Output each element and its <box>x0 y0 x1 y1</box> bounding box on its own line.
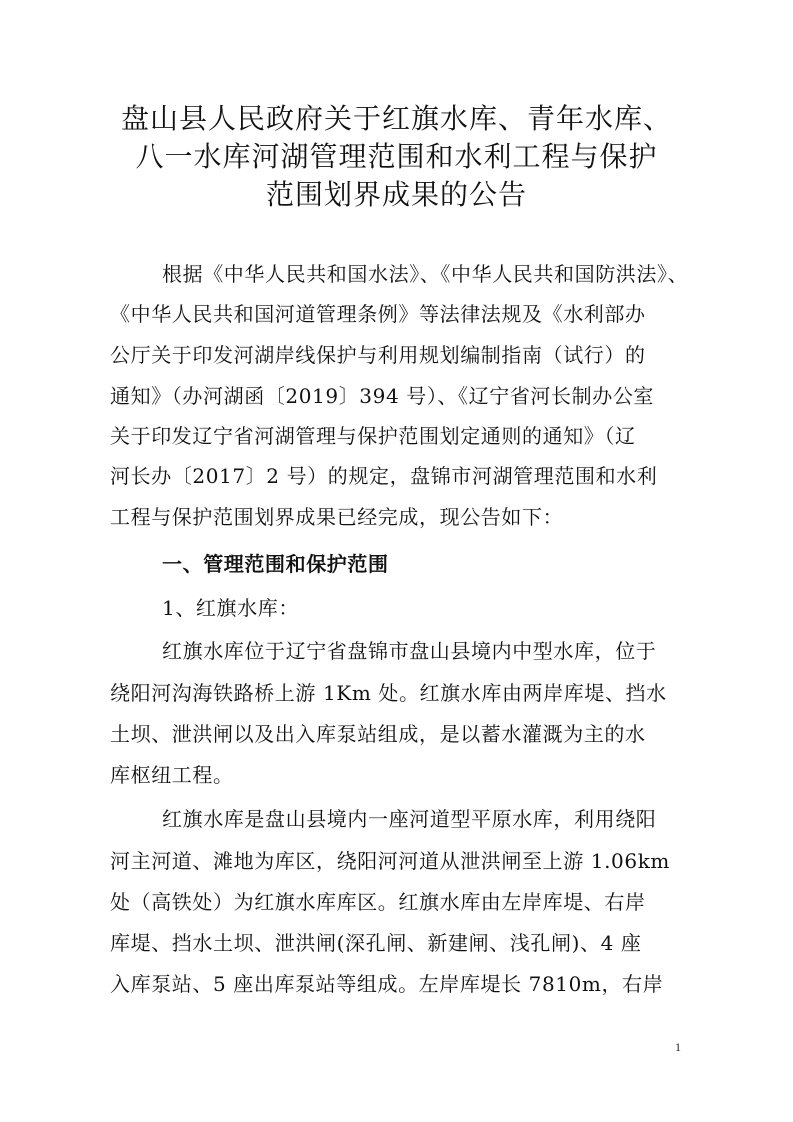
para1-line-2: 绕阳河沟海铁路桥上游 1Km 处。红旗水库由两岸库堤、挡水 <box>110 681 667 705</box>
page-number: 1 <box>675 1040 681 1054</box>
intro-line-7: 工程与保护范围划界成果已经完成，现公告如下： <box>110 505 564 529</box>
intro-line-5: 关于印发辽宁省河湖管理与保护范围划定通则的通知》（辽 <box>110 424 636 448</box>
intro-line-1: 根据《中华人民共和国水法》、《中华人民共和国防洪法》、 <box>162 262 689 286</box>
document-title-line-3: 范围划界成果的公告 <box>265 178 527 211</box>
para1-line-3: 土坝、泄洪闸以及出入库泵站组成，是以蓄水灌溉为主的水 <box>110 722 646 746</box>
document-title-line-1: 盘山县人民政府关于红旗水库、青年水库、 <box>120 102 672 135</box>
document-title-line-2: 八一水库河湖管理范围和水利工程与保护 <box>135 140 658 173</box>
para1-line-1: 红旗水库位于辽宁省盘锦市盘山县境内中型水库，位于 <box>162 639 657 663</box>
intro-line-2: 《中华人民共和国河道管理条例》等法律法规及《水利部办 <box>110 302 646 326</box>
intro-line-4: 通知》（办河湖函〔2019〕394 号）、《辽宁省河长制办公室 <box>110 384 655 408</box>
para2-line-1: 红旗水库是盘山县境内一座河道型平原水库，利用绕阳 <box>162 807 657 831</box>
para2-line-5: 入库泵站、5 座出库泵站等组成。左岸库堤长 7810m，右岸 <box>110 972 664 996</box>
para2-line-2: 河主河道、滩地为库区，绕阳河河道从泄洪闸至上游 1.06km <box>110 849 670 873</box>
section-heading: 一、管理范围和保护范围 <box>162 552 389 576</box>
intro-line-3: 公厅关于印发河湖岸线保护与利用规划编制指南（试行）的 <box>110 343 646 367</box>
para1-line-4: 库枢纽工程。 <box>110 763 234 787</box>
para2-line-3: 处（高铁处）为红旗水库库区。红旗水库由左岸库堤、右岸 <box>110 890 646 914</box>
subsection-title: 1、红旗水库： <box>162 596 299 620</box>
intro-line-6: 河长办〔2017〕2 号）的规定，盘锦市河湖管理范围和水利 <box>110 464 658 488</box>
para2-line-4: 库堤、挡水土坝、泄洪闸(深孔闸、新建闸、浅孔闸)、4 座 <box>110 931 642 955</box>
